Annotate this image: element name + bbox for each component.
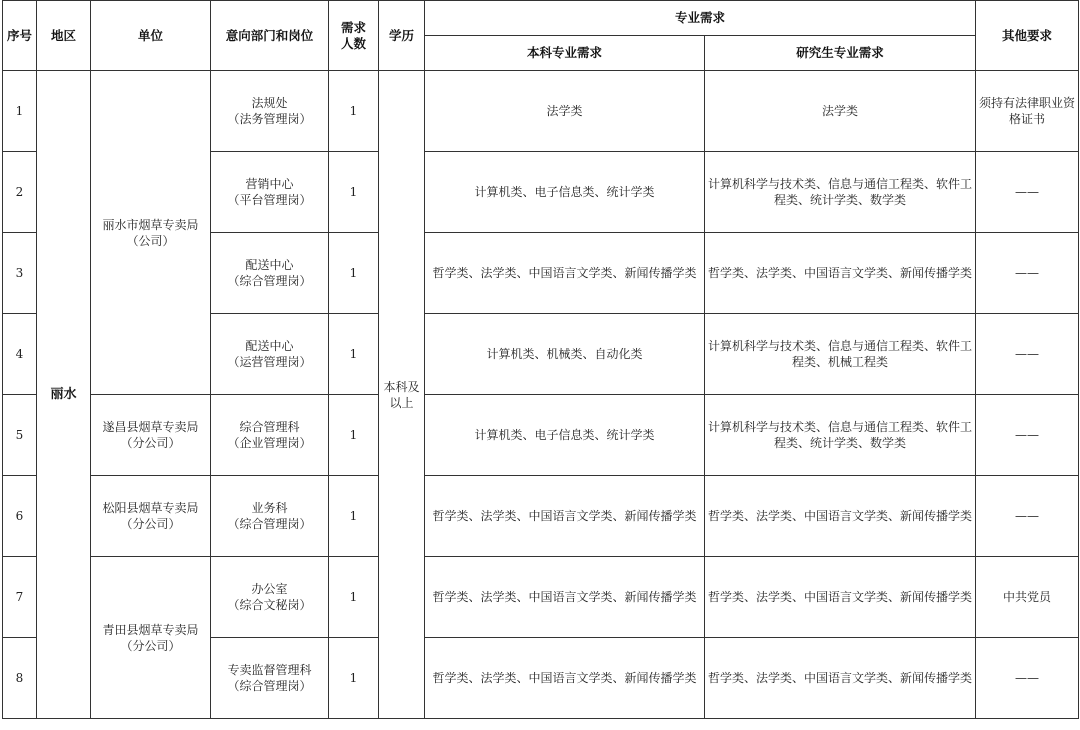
cell-count: 1 — [329, 314, 379, 395]
cell-bachelor: 哲学类、法学类、中国语言文学类、新闻传播学类 — [425, 233, 705, 314]
cell-graduate: 计算机科学与技术类、信息与通信工程类、软件工程类、机械工程类 — [705, 314, 976, 395]
cell-bachelor: 计算机类、机械类、自动化类 — [425, 314, 705, 395]
cell-region: 丽水 — [37, 71, 91, 719]
cell-seq: 6 — [3, 476, 37, 557]
cell-bachelor: 法学类 — [425, 71, 705, 152]
header-bachelor: 本科专业需求 — [425, 36, 705, 71]
cell-seq: 8 — [3, 638, 37, 719]
header-unit: 单位 — [91, 1, 211, 71]
header-graduate: 研究生专业需求 — [705, 36, 976, 71]
cell-graduate: 法学类 — [705, 71, 976, 152]
cell-other: —— — [976, 638, 1079, 719]
dept-name: 法规处 — [251, 96, 288, 110]
cell-other: —— — [976, 476, 1079, 557]
cell-seq: 2 — [3, 152, 37, 233]
cell-count: 1 — [329, 476, 379, 557]
cell-other: —— — [976, 314, 1079, 395]
unit-type: （分公司） — [120, 638, 181, 653]
cell-seq: 1 — [3, 71, 37, 152]
header-count-line1: 需求 — [340, 19, 366, 35]
header-seq: 序号 — [3, 1, 37, 71]
cell-unit — [91, 71, 211, 395]
header-dept: 意向部门和岗位 — [211, 1, 329, 71]
cell-other: —— — [976, 395, 1079, 476]
dept-post: （综合管理岗） — [227, 679, 312, 693]
unit-type: （分公司） — [120, 436, 181, 450]
cell-dept — [211, 557, 329, 638]
table-row — [3, 557, 1079, 638]
education-line1: 本科及 — [383, 379, 420, 394]
cell-count: 1 — [329, 71, 379, 152]
header-other: 其他要求 — [976, 1, 1079, 71]
cell-dept — [211, 314, 329, 395]
cell-unit — [91, 395, 211, 476]
dept-name: 业务科 — [251, 501, 288, 515]
cell-seq: 7 — [3, 557, 37, 638]
unit-type: （分公司） — [120, 517, 181, 531]
cell-dept — [211, 395, 329, 476]
dept-post: （综合管理岗） — [227, 517, 312, 531]
dept-name: 专卖监督管理科 — [227, 663, 312, 677]
table-row — [3, 476, 1079, 557]
cell-graduate: 计算机科学与技术类、信息与通信工程类、软件工程类、统计学类、数学类 — [705, 395, 976, 476]
cell-count: 1 — [329, 638, 379, 719]
recruitment-table — [2, 0, 1079, 719]
table-row — [3, 395, 1079, 476]
table-row — [3, 71, 1079, 152]
cell-other: —— — [976, 152, 1079, 233]
unit-name: 松阳县烟草专卖局 — [102, 501, 199, 515]
cell-seq: 3 — [3, 233, 37, 314]
cell-other: 须持有法律职业资格证书 — [976, 71, 1079, 152]
cell-graduate: 哲学类、法学类、中国语言文学类、新闻传播学类 — [705, 557, 976, 638]
cell-seq: 4 — [3, 314, 37, 395]
cell-bachelor: 计算机类、电子信息类、统计学类 — [425, 152, 705, 233]
unit-name: 丽水市烟草专卖局 — [102, 217, 199, 232]
header-count-line2: 人数 — [340, 35, 366, 51]
cell-other: 中共党员 — [976, 557, 1079, 638]
cell-graduate: 哲学类、法学类、中国语言文学类、新闻传播学类 — [705, 638, 976, 719]
unit-name: 遂昌县烟草专卖局 — [102, 420, 199, 434]
cell-bachelor: 哲学类、法学类、中国语言文学类、新闻传播学类 — [425, 476, 705, 557]
cell-bachelor: 哲学类、法学类、中国语言文学类、新闻传播学类 — [425, 638, 705, 719]
cell-other: —— — [976, 233, 1079, 314]
dept-name: 综合管理科 — [239, 420, 300, 434]
cell-dept — [211, 233, 329, 314]
dept-post: （综合文秘岗） — [227, 598, 312, 612]
header-region: 地区 — [37, 1, 91, 71]
dept-post: （企业管理岗） — [227, 436, 312, 450]
unit-type: （公司） — [126, 233, 175, 248]
dept-name: 营销中心 — [245, 177, 294, 191]
cell-graduate: 计算机科学与技术类、信息与通信工程类、软件工程类、统计学类、数学类 — [705, 152, 976, 233]
cell-graduate: 哲学类、法学类、中国语言文学类、新闻传播学类 — [705, 476, 976, 557]
cell-count: 1 — [329, 557, 379, 638]
dept-name: 配送中心 — [245, 339, 294, 353]
cell-dept — [211, 71, 329, 152]
header-major: 专业需求 — [425, 1, 976, 36]
unit-name: 青田县烟草专卖局 — [102, 622, 199, 637]
dept-name: 配送中心 — [245, 258, 294, 272]
dept-post: （法务管理岗） — [227, 112, 312, 126]
cell-count: 1 — [329, 395, 379, 476]
dept-post: （综合管理岗） — [227, 274, 312, 288]
cell-education — [379, 71, 425, 719]
cell-count: 1 — [329, 233, 379, 314]
cell-bachelor: 哲学类、法学类、中国语言文学类、新闻传播学类 — [425, 557, 705, 638]
header-row — [3, 1, 1079, 36]
header-education: 学历 — [379, 1, 425, 71]
cell-dept — [211, 638, 329, 719]
dept-post: （平台管理岗） — [227, 193, 312, 207]
dept-post: （运营管理岗） — [227, 355, 312, 369]
cell-graduate: 哲学类、法学类、中国语言文学类、新闻传播学类 — [705, 233, 976, 314]
education-line2: 以上 — [389, 395, 414, 410]
header-count — [329, 1, 379, 71]
cell-unit — [91, 476, 211, 557]
cell-seq: 5 — [3, 395, 37, 476]
dept-name: 办公室 — [251, 582, 288, 596]
cell-unit — [91, 557, 211, 719]
cell-dept — [211, 476, 329, 557]
cell-dept — [211, 152, 329, 233]
cell-bachelor: 计算机类、电子信息类、统计学类 — [425, 395, 705, 476]
cell-count: 1 — [329, 152, 379, 233]
